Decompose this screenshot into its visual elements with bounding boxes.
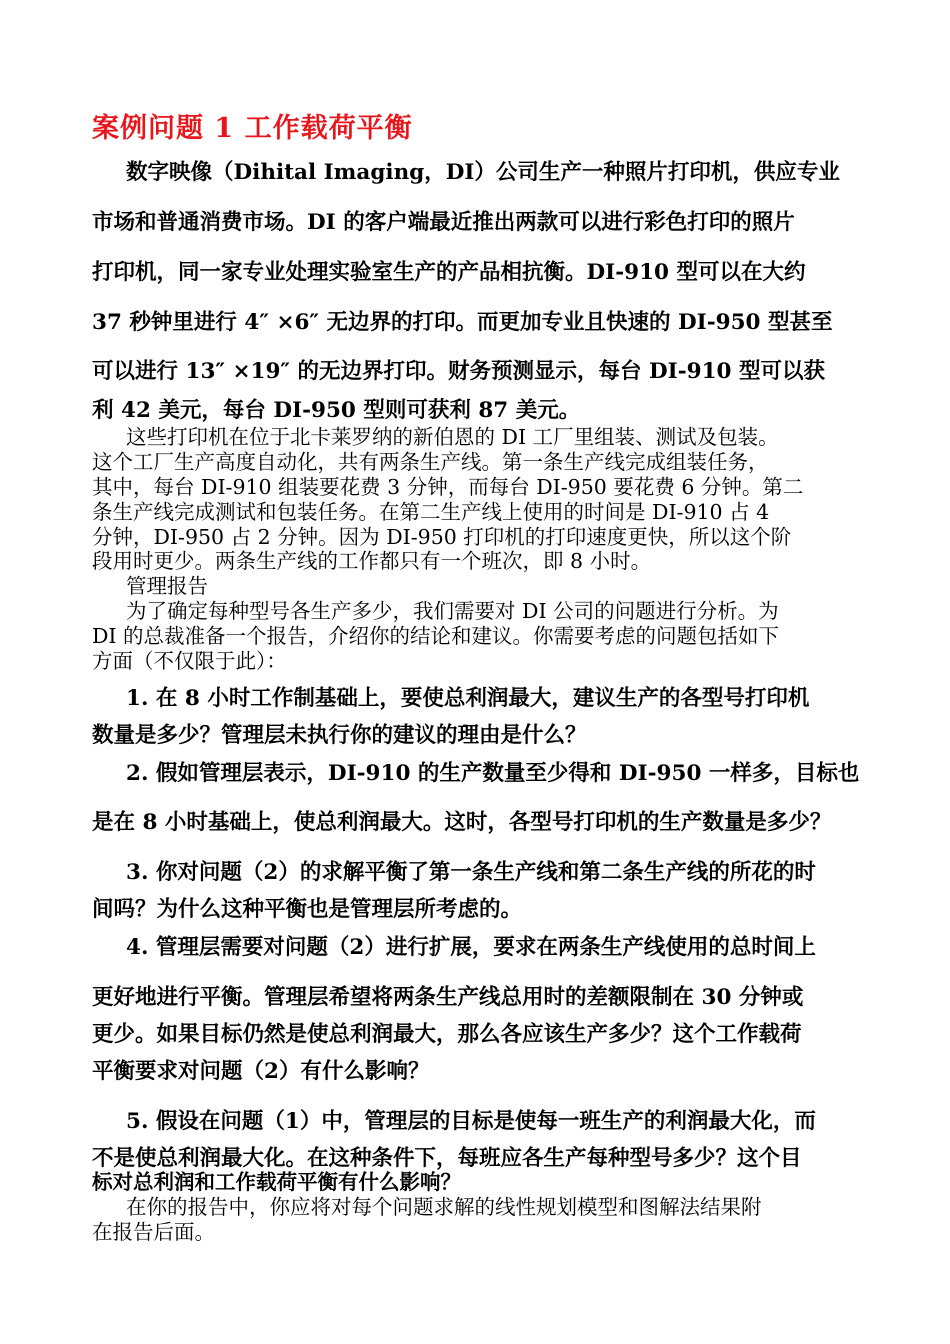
closing-line: 在你的报告中，你应将对每个问题求解的线性规划模型和图解法结果附 xyxy=(126,1195,762,1219)
intro-line: 利 42 美元，每台 DI-950 型则可获利 87 美元。 xyxy=(92,398,581,423)
question-1-line: 数量是多少？管理层未执行你的建议的理由是什么？ xyxy=(92,723,587,748)
report-intro-line: 为了确定每种型号各生产多少，我们需要对 DI 公司的问题进行分析。为 xyxy=(126,599,779,623)
question-4-line: 更好地进行平衡。管理层希望将两条生产线总用时的差额限制在 30 分钟或 xyxy=(92,985,804,1010)
factory-line: 条生产线完成测试和包装任务。在第二生产线上使用的时间是 DI-910 占 4 xyxy=(92,500,770,524)
intro-line: 37 秒钟里进行 4″ ×6″ 无边界的打印。而更加专业且快速的 DI-950 型甚至 xyxy=(92,310,833,335)
question-5-line: 标对总利润和工作载荷平衡有什么影响？ xyxy=(92,1170,461,1194)
intro-line: 数字映像（Dihital Imaging，DI）公司生产一种照片打印机，供应专业 xyxy=(126,160,840,185)
closing-line: 在报告后面。 xyxy=(92,1220,215,1244)
question-4-line: 平衡要求对问题（2）有什么影响？ xyxy=(92,1059,430,1084)
intro-line: 打印机，同一家专业处理实验室生产的产品相抗衡。DI-910 型可以在大约 xyxy=(92,260,806,285)
question-5-line: 不是使总利润最大化。在这种条件下，每班应各生产每种型号多少？这个目 xyxy=(92,1146,802,1171)
factory-line: 这些打印机在位于北卡莱罗纳的新伯恩的 DI 工厂里组装、测试及包装。 xyxy=(126,425,779,449)
report-intro-line: DI 的总裁准备一个报告，介绍你的结论和建议。你需要考虑的问题包括如下 xyxy=(92,624,780,648)
question-4-line: 4. 管理层需要对问题（2）进行扩展，要求在两条生产线使用的总时间上 xyxy=(126,935,816,960)
question-5-line: 5. 假设在问题（1）中，管理层的目标是使每一班生产的利润最大化，而 xyxy=(126,1109,816,1134)
intro-line: 市场和普通消费市场。DI 的客户端最近推出两款可以进行彩色打印的照片 xyxy=(92,210,795,235)
intro-line: 可以进行 13″ ×19″ 的无边界打印。财务预测显示，每台 DI-910 型可以获 xyxy=(92,359,825,384)
question-4-line: 更少。如果目标仍然是使总利润最大，那么各应该生产多少？这个工作载荷 xyxy=(92,1022,802,1047)
factory-line: 这个工厂生产高度自动化，共有两条生产线。第一条生产线完成组装任务， xyxy=(92,450,769,474)
question-3-line: 间吗？为什么这种平衡也是管理层所考虑的。 xyxy=(92,897,523,922)
question-3-line: 3. 你对问题（2）的求解平衡了第一条生产线和第二条生产线的所花的时 xyxy=(126,860,816,885)
question-2-line: 是在 8 小时基础上，使总利润最大。这时，各型号打印机的生产数量是多少？ xyxy=(92,810,832,835)
factory-line: 其中，每台 DI-910 组装要花费 3 分钟，而每台 DI-950 要花费 6 分钟。第二 xyxy=(92,475,804,499)
case-title: 案例问题 1 工作载荷平衡 xyxy=(92,113,413,144)
question-2-line: 2. 假如管理层表示，DI-910 的生产数量至少得和 DI-950 一样多，目标也 xyxy=(126,761,860,786)
factory-line: 分钟，DI-950 占 2 分钟。因为 DI-950 打印机的打印速度更快，所以这个阶 xyxy=(92,525,792,549)
question-1-line: 1. 在 8 小时工作制基础上，要使总利润最大，建议生产的各型号打印机 xyxy=(126,686,810,711)
report-heading: 管理报告 xyxy=(126,574,208,598)
report-intro-line: 方面（不仅限于此）： xyxy=(92,649,287,673)
factory-line: 段用时更少。两条生产线的工作都只有一个班次，即 8 小时。 xyxy=(92,549,652,573)
